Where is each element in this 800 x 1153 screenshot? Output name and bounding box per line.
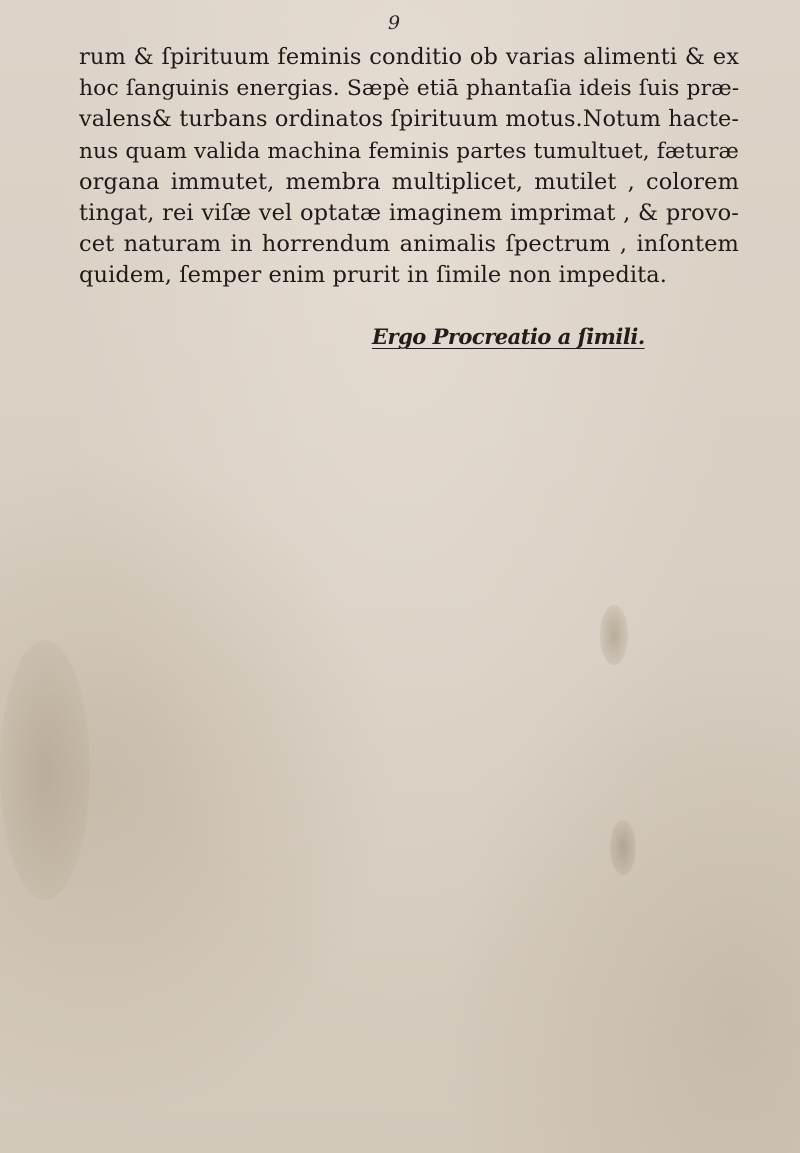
text-line: nus quam valida machina feminis partes tumultuet, fæturæ xyxy=(79,138,739,164)
paper-stain xyxy=(600,605,628,665)
page-number: 9 xyxy=(388,12,401,34)
text-line: organa immutet, membra multiplicet, mutilet , colorem xyxy=(79,168,739,195)
text-line: quidem, ſemper enim prurit in ſimile non impedita. xyxy=(79,262,668,289)
text-line: valens& turbans ordinatos ſpirituum motus.Notum hacte- xyxy=(79,106,739,133)
paper-stain xyxy=(610,820,636,875)
text-line: rum & ſpirituum feminis conditio ob varias alimenti & ex xyxy=(79,44,739,70)
text-line: cet naturam in horrendum animalis ſpectrum , inſontem xyxy=(79,231,739,258)
body-text xyxy=(79,42,739,292)
catchword: Ergo Procreatio a ſimili. xyxy=(372,324,645,349)
text-line: hoc ſanguinis energias. Sæpè etiā phantaſia ideis ſuis præ- xyxy=(79,76,740,102)
text-line: tingat, rei viſæ vel optatæ imaginem imprimat , & provo- xyxy=(79,200,739,227)
paper-stain xyxy=(0,640,90,900)
